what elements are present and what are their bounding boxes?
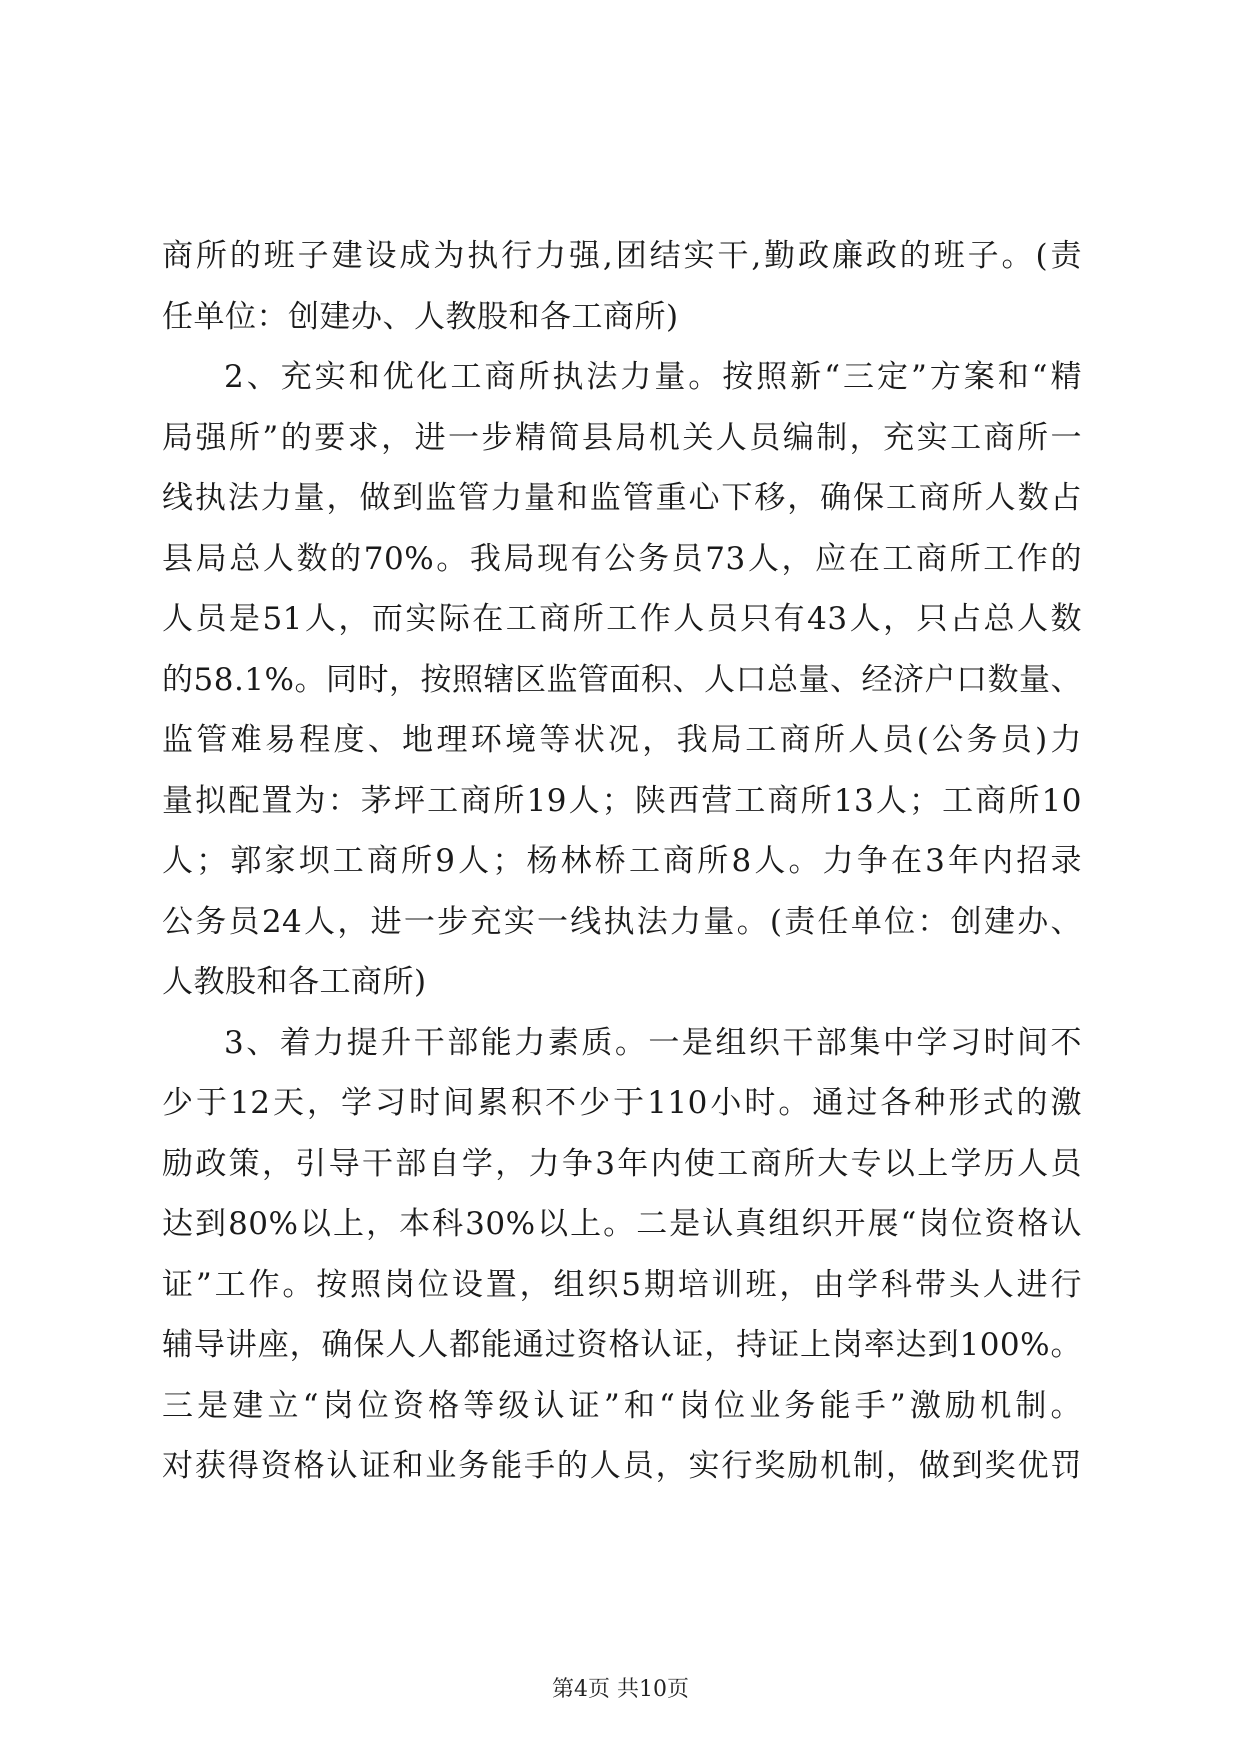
- text-line: 县局总人数的70%。我局现有公务员73人，应在工商所工作的: [162, 540, 1082, 577]
- text-line: 少于12天，学习时间累积不少于110小时。通过各种形式的激: [162, 1085, 1082, 1121]
- text-line: 对获得资格认证和业务能手的人员，实行奖励机制，做到奖优罚: [162, 1448, 1082, 1484]
- text-line: 线执法力量，做到监管力量和监管重心下移，确保工商所人数占: [162, 480, 1082, 516]
- text-line: 的58.1%。同时，按照辖区监管面积、人口总量、经济户口数量、: [162, 661, 1082, 698]
- text-line: 局强所”的要求，进一步精简县局机关人员编制，充实工商所一: [162, 419, 1082, 456]
- text-line: 任单位：创建办、人教股和各工商所): [162, 298, 679, 335]
- text-line: 量拟配置为：茅坪工商所19人；陕西营工商所13人；工商所10: [162, 782, 1082, 819]
- text-line: 监管难易程度、地理环境等状况，我局工商所人员(公务员)力: [162, 722, 1082, 758]
- text-line: 三是建立“岗位资格等级认证”和“岗位业务能手”激励机制。: [162, 1387, 1082, 1424]
- text-line: 2、充实和优化工商所执法力量。按照新“三定”方案和“精: [224, 359, 1082, 395]
- text-line: 证”工作。按照岗位设置，组织5期培训班，由学科带头人进行: [162, 1266, 1082, 1303]
- page-footer: 第4页 共10页: [552, 1677, 689, 1702]
- text-line: 辅导讲座，确保人人都能通过资格认证，持证上岗率达到100%。: [162, 1327, 1082, 1363]
- text-line: 人教股和各工商所): [162, 964, 427, 1000]
- text-line: 达到80%以上，本科30%以上。二是认真组织开展“岗位资格认: [162, 1206, 1082, 1242]
- text-line: 公务员24人，进一步充实一线执法力量。(责任单位：创建办、: [162, 903, 1082, 940]
- text-line: 人；郭家坝工商所9人；杨林桥工商所8人。力争在3年内招录: [162, 843, 1082, 879]
- text-line: 商所的班子建设成为执行力强,团结实干,勤政廉政的班子。(责: [162, 238, 1082, 274]
- text-line: 励政策，引导干部自学，力争3年内使工商所大专以上学历人员: [162, 1145, 1082, 1182]
- body-text: [162, 226, 1082, 1497]
- text-line: 3、着力提升干部能力素质。一是组织干部集中学习时间不: [224, 1024, 1082, 1061]
- text-line: 人员是51人，而实际在工商所工作人员只有43人，只占总人数: [162, 601, 1082, 637]
